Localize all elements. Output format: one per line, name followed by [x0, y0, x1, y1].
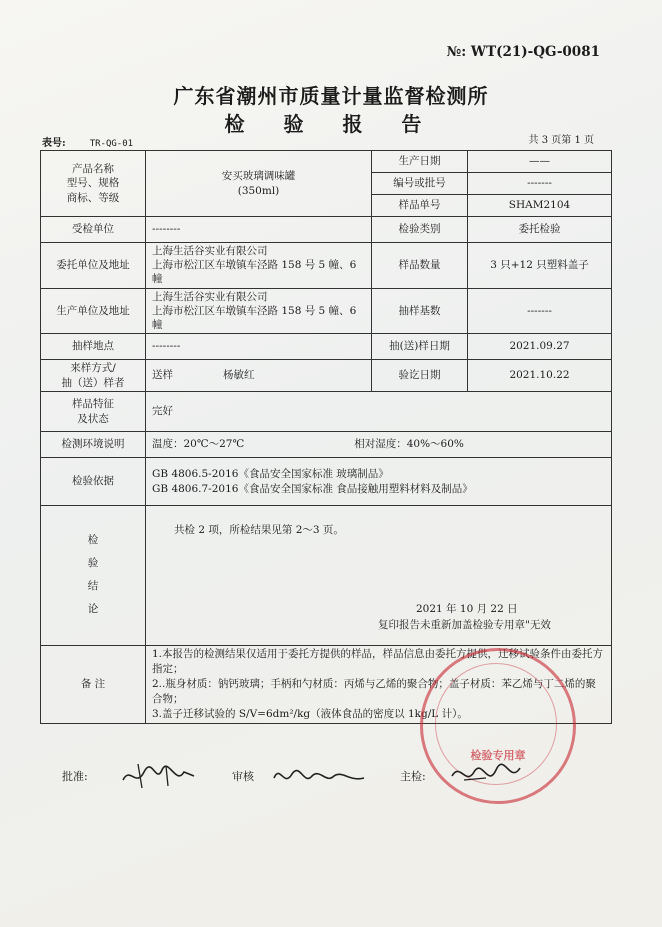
official-stamp: 检验专用章 — [420, 648, 576, 804]
report-title: 检 验 报 告 — [224, 112, 438, 136]
prod-date-value: —— — [468, 151, 612, 173]
conclusion-cell — [146, 506, 612, 646]
producer-value: 上海生活谷实业有限公司 上海市松江区车墩镇车泾路 158 号 5 幢、6 幢 — [146, 288, 372, 334]
inspected-label: 受检单位 — [41, 217, 146, 243]
basis-value: GB 4806.5-2016《食品安全国家标准 玻璃制品》 GB 4806.7-2016《食品安全国家标准 食品接触用塑料材料及制品》 — [146, 458, 612, 506]
sender-name: 杨敏红 — [223, 369, 255, 382]
method-label: 来样方式/ 抽（送）样者 — [41, 360, 146, 392]
basis-label: 检验依据 — [41, 458, 146, 506]
batch-value: ------- — [468, 173, 612, 195]
page-info: 共 3 页第 1 页 — [528, 135, 594, 146]
product-value: 安买玻璃调味罐 (350ml) — [146, 151, 372, 217]
institute-title: 广东省潮州市质量计量监督检测所 — [173, 84, 489, 108]
base-label: 抽样基数 — [372, 288, 468, 334]
env-value: 温度：20℃～27℃ 相对湿度：40%～60% — [146, 432, 612, 458]
place-label: 抽样地点 — [41, 334, 146, 360]
approver-signature — [118, 758, 198, 792]
sample-no-value: SHAM2104 — [468, 195, 612, 217]
remarks-value: 1.本报告的检测结果仅适用于委托方提供的样品，样品信息由委托方提供，迁移试验条件由委托方指定； 2..瓶身材质：钠钙玻璃；手柄和勺材质：丙烯与乙烯的聚合物；盖子材质：苯乙烯与丁二烯的聚合物； 3.盖子迁移试验的 S/V=6dm²/kg（液体食品的密度以 1kg/L 计）。 — [146, 646, 612, 724]
category-value: 委托检验 — [468, 217, 612, 243]
category-label: 检验类别 — [372, 217, 468, 243]
inspected-value: -------- — [146, 217, 372, 243]
sample-no-label: 样品单号 — [372, 195, 468, 217]
check-label: 主检: — [400, 770, 426, 783]
conclusion-date: 2021 年 10 月 22 日 — [416, 603, 518, 616]
client-label: 委托单位及地址 — [41, 243, 146, 289]
approve-label: 批准: — [62, 770, 88, 783]
form-number: 表号: TR-QG-01 — [42, 138, 134, 149]
report-number: №: WT(21)-QG-0081 — [446, 44, 600, 60]
sample-date-value: 2021.09.27 — [468, 334, 612, 360]
base-value: ------- — [468, 288, 612, 334]
env-label: 检测环境说明 — [41, 432, 146, 458]
remarks-label: 备 注 — [41, 646, 146, 724]
finish-label: 验讫日期 — [372, 360, 468, 392]
place-value: -------- — [146, 334, 372, 360]
prod-date-label: 生产日期 — [372, 151, 468, 173]
client-value: 上海生活谷实业有限公司 上海市松江区车墩镇车泾路 158 号 5 幢、6 幢 — [146, 243, 372, 289]
sample-date-label: 抽(送)样日期 — [372, 334, 468, 360]
feature-label: 样品特征 及状态 — [41, 392, 146, 432]
report-table — [40, 150, 612, 724]
finish-value: 2021.10.22 — [468, 360, 612, 392]
batch-label: 编号或批号 — [372, 173, 468, 195]
reviewer-signature — [270, 758, 370, 792]
feature-value: 完好 — [146, 392, 612, 432]
conclusion-text: 共检 2 项，所检结果见第 2～3 页。 — [174, 524, 344, 537]
inspector-signature — [446, 758, 526, 792]
review-label: 审核 — [232, 770, 254, 783]
conclusion-label: 检 验 结 论 — [41, 506, 146, 646]
copy-note: 复印报告未重新加盖检验专用章"无效 — [378, 619, 551, 632]
qty-label: 样品数量 — [372, 243, 468, 289]
producer-label: 生产单位及地址 — [41, 288, 146, 334]
method-value: 送样 杨敏红 — [146, 360, 372, 392]
qty-value: 3 只+12 只塑料盖子 — [468, 243, 612, 289]
product-label: 产品名称 型号、规格 商标、等级 — [41, 151, 146, 217]
